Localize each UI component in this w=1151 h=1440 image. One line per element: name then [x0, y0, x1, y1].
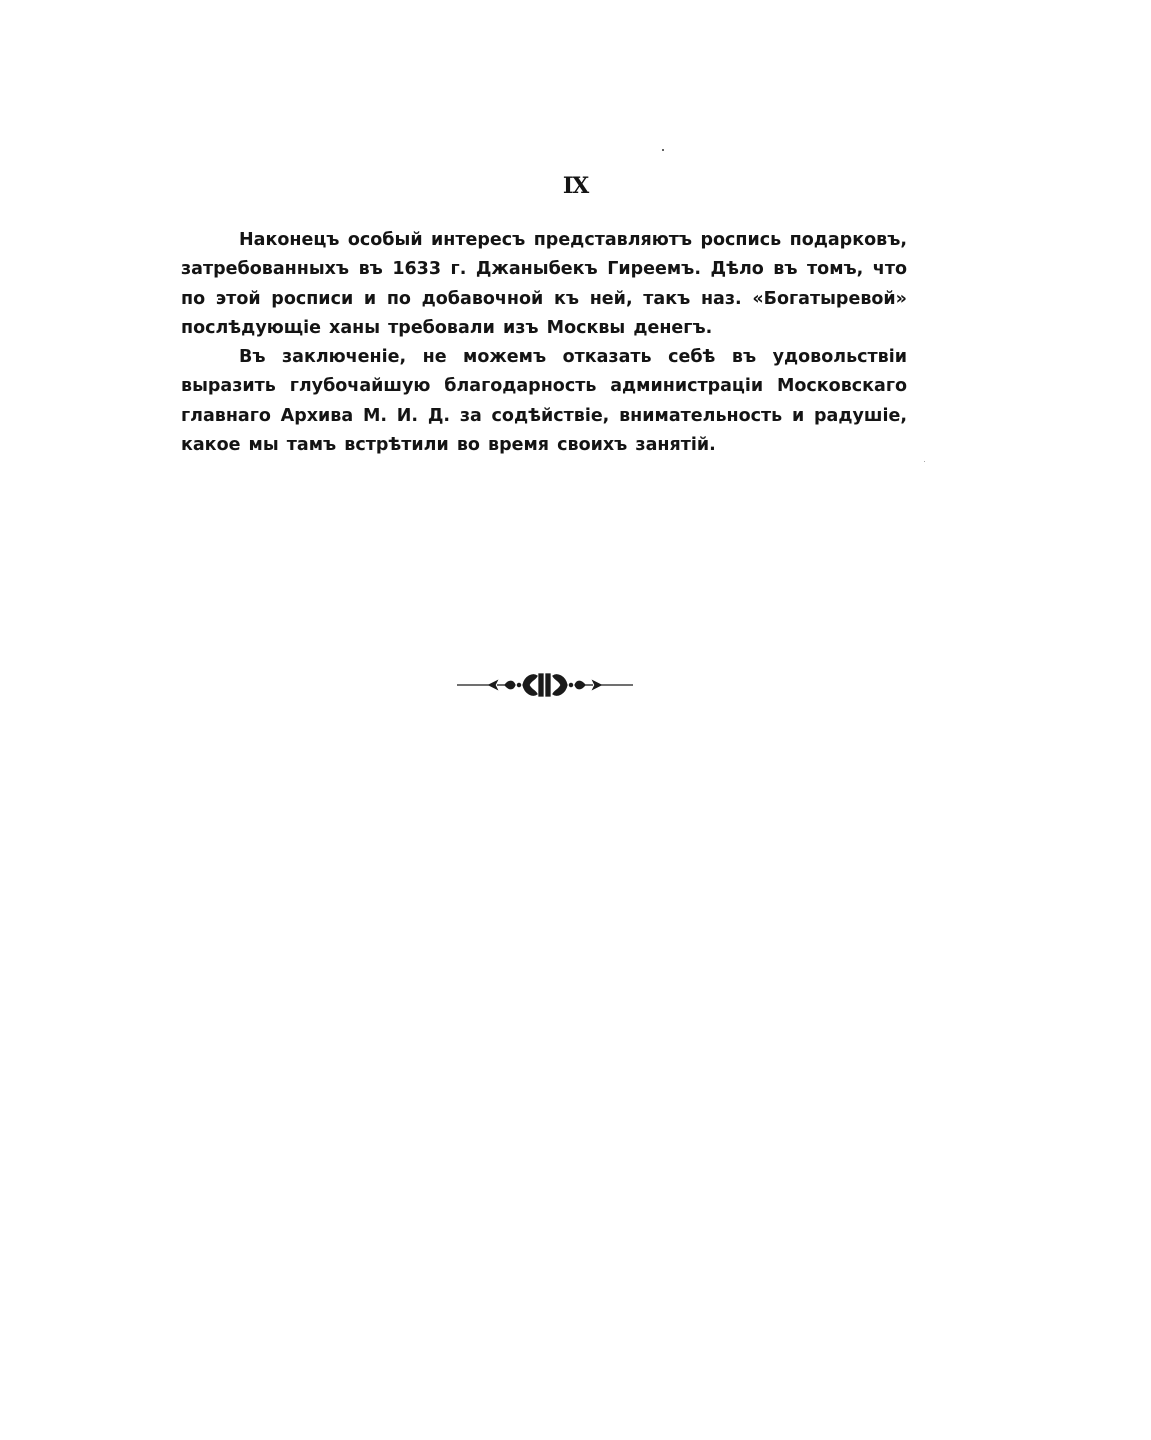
print-speck [662, 149, 664, 151]
tailpiece-ornament-icon [455, 668, 635, 702]
print-speck [924, 461, 925, 462]
page-number: IX [562, 173, 589, 199]
paragraph-1: Наконецъ особый интересъ представляютъ роспись подарковъ, затребованныхъ въ 1633 г. Джаныбекъ Гиреемъ. Дѣло въ томъ, что по этой росписи и по добавочной къ ней, такъ наз. «Богатыревой» послѣдующіе ханы требовали изъ Москвы денегъ. [181, 230, 907, 338]
paragraph-2: Въ заключеніе, не можемъ отказать себѣ въ удовольствіи выразить глубочайшую благодарность администраціи Московскаго главнаго Архива М. И. Д. за содѣйствіе, внимательность и радушіе, какое мы тамъ встрѣтили во время своихъ занятій. [181, 347, 907, 456]
body-text [181, 226, 907, 460]
